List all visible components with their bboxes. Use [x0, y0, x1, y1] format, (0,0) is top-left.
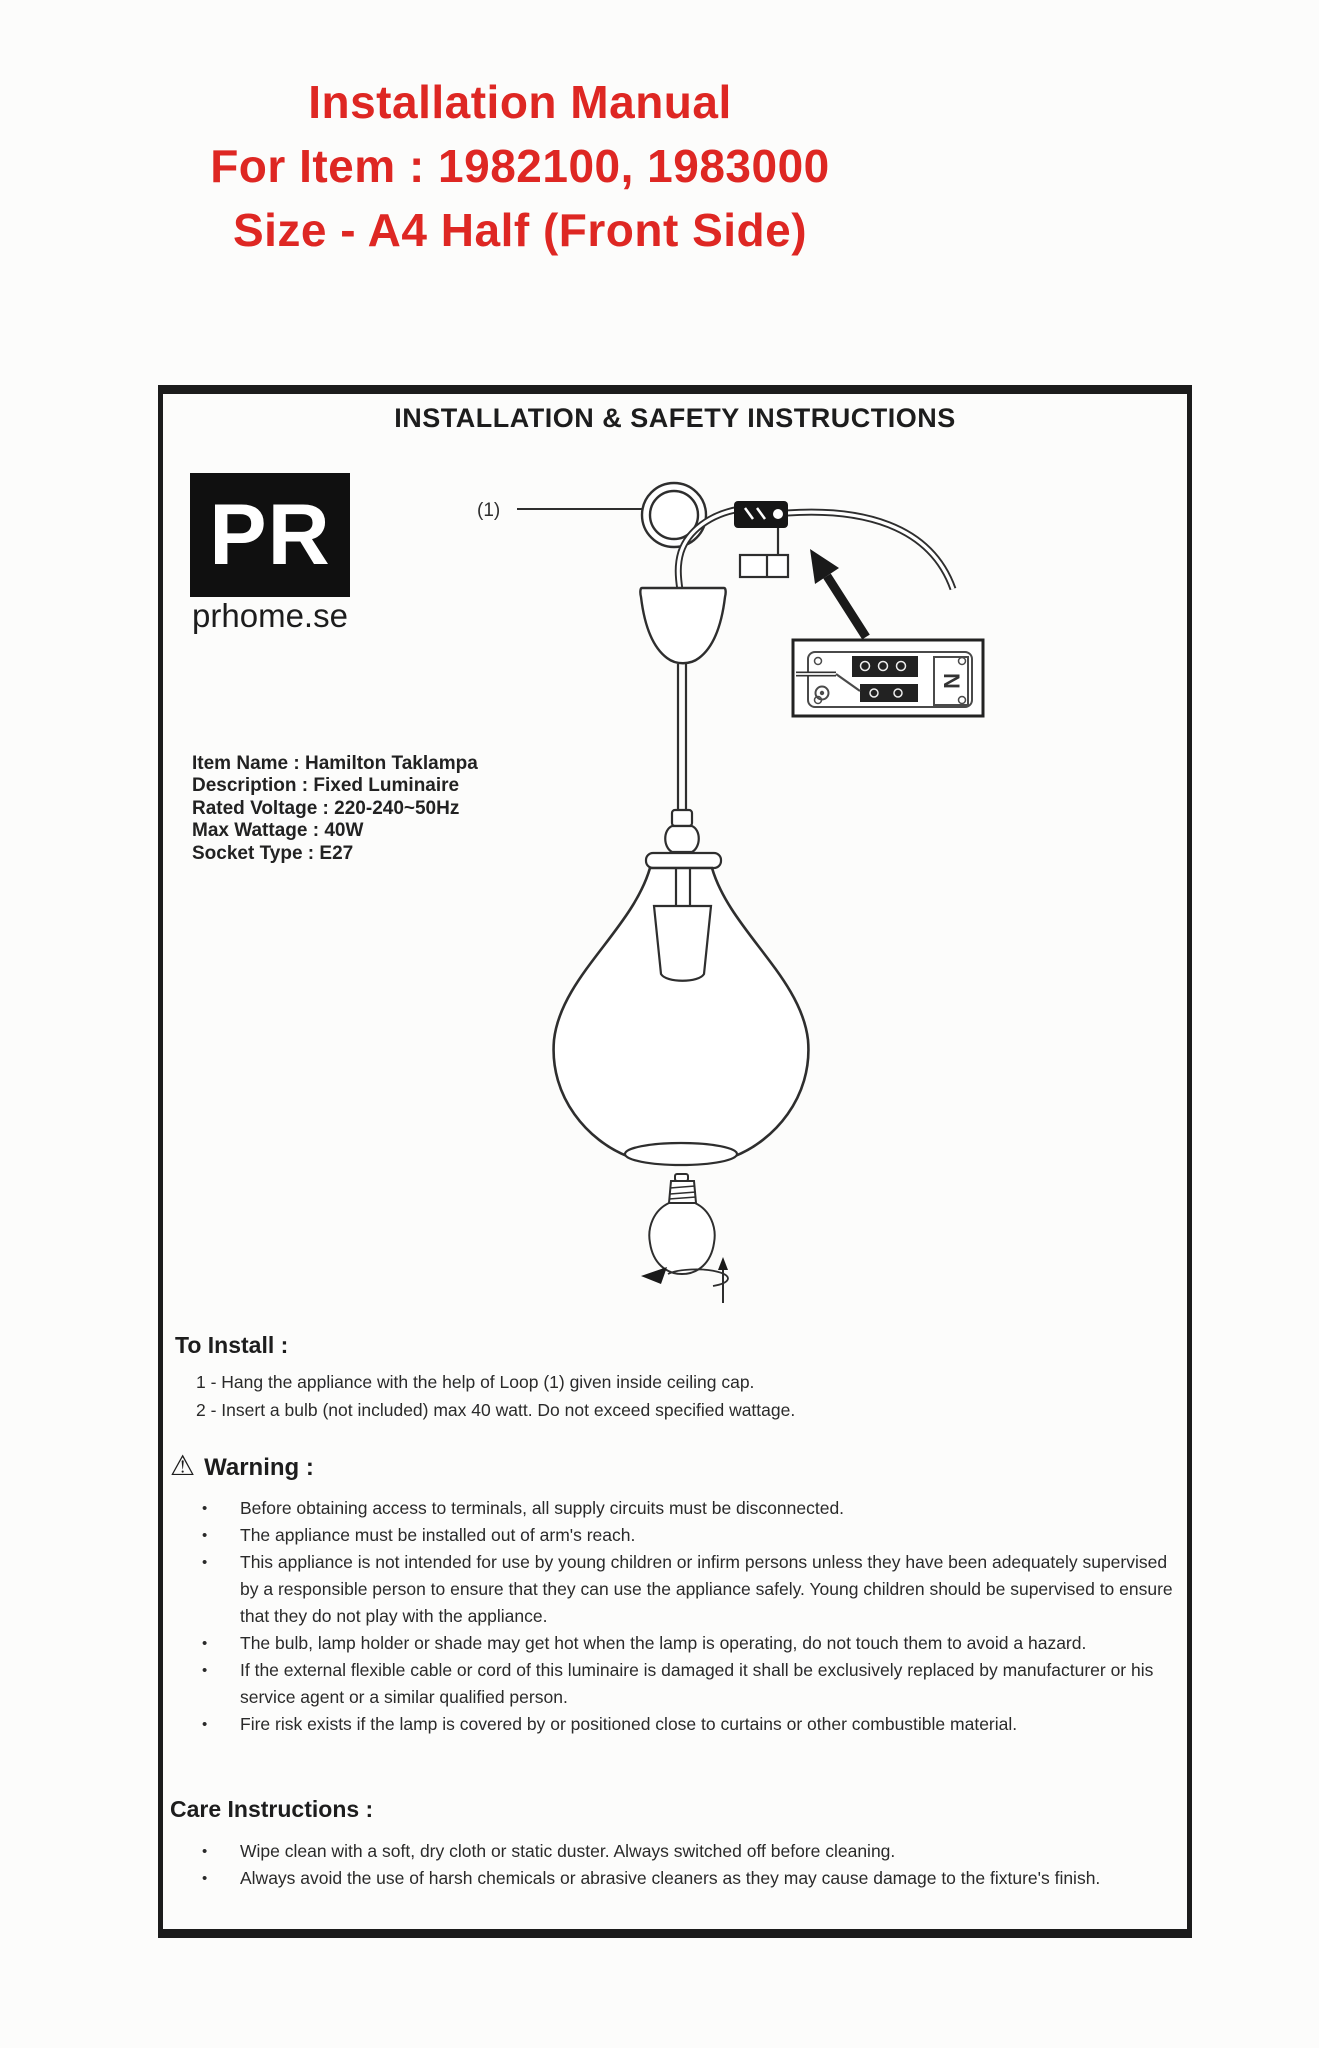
light-bulb [649, 1174, 714, 1274]
shade-opening [625, 1143, 737, 1165]
lamp-assembly-diagram [440, 455, 1000, 1335]
warning-item: • If the external flexible cable or cord of this luminaire is damaged it shall be exclusively replaced by manufacturer or his service agent or a similar qualified person. [170, 1657, 1182, 1711]
terminal-connector [734, 501, 788, 577]
warning-section-heading [170, 1451, 314, 1484]
page-title [0, 70, 1040, 262]
hanging-loop [642, 483, 706, 547]
warning-list [170, 1495, 1182, 1738]
detail-pointer-arrow [810, 549, 866, 637]
spec-line: Socket Type : E27 [192, 842, 354, 864]
spec-line: Max Wattage : 40W [192, 820, 364, 842]
title-line: Installation Manual [308, 76, 732, 128]
install-heading: To Install : [175, 1332, 289, 1358]
warning-heading-label: Warning : [204, 1453, 314, 1481]
care-list [170, 1838, 1182, 1892]
ceiling-cap [640, 588, 725, 663]
warning-triangle-icon: ⚠ [170, 1450, 196, 1481]
item-specs [192, 753, 478, 865]
care-item: • Wipe clean with a soft, dry cloth or static duster. Always switched off before cleaning. [170, 1838, 1182, 1865]
care-heading: Care Instructions : [170, 1796, 374, 1822]
install-steps [196, 1369, 1156, 1424]
pendant-cord [678, 664, 686, 812]
warning-item: • Before obtaining access to terminals, all supply circuits must be disconnected. [170, 1495, 1182, 1522]
spec-line: Item Name : Hamilton Taklampa [192, 753, 478, 774]
socket-fitting [646, 810, 721, 868]
callout-1-label: (1) [477, 500, 501, 521]
terminal-n-label: N [939, 673, 964, 689]
title-line: For Item : 1982100, 1983000 [210, 140, 830, 192]
care-item: • Always avoid the use of harsh chemicals or abrasive cleaners as they may cause damage to the fixture's finish. [170, 1865, 1182, 1892]
install-step: 1 - Hang the appliance with the help of Loop (1) given inside ceiling cap. [196, 1372, 755, 1392]
callout-1 [477, 500, 642, 521]
warning-item: • The appliance must be installed out of arm's reach. [170, 1522, 1182, 1549]
spec-line: Description : Fixed Luminaire [192, 775, 460, 797]
spec-line: Rated Voltage : 220-240~50Hz [192, 797, 460, 819]
pr-logo [190, 473, 350, 597]
warning-item: • Fire risk exists if the lamp is covered by or positioned close to curtains or other combustible material. [170, 1711, 1182, 1738]
warning-item: • This appliance is not intended for use by young children or infirm persons unless they have been adequately supervised by a responsible person to ensure that they can use the appliance safely. Young children should be supervised to ensure that they do not play with the appliance. [170, 1549, 1182, 1630]
connector-tag [740, 555, 788, 577]
title-line: Size - A4 Half (Front Side) [232, 204, 808, 256]
logo-website: prhome.se [192, 597, 348, 634]
install-step: 2 - Insert a bulb (not included) max 40 watt. Do not exceed specified wattage. [196, 1399, 796, 1420]
pr-logo-text: PR [209, 486, 331, 583]
terminal-detail-inset [793, 640, 983, 716]
panel-header: INSTALLATION & SAFETY INSTRUCTIONS [394, 403, 956, 433]
warning-item: • The bulb, lamp holder or shade may get hot when the lamp is operating, do not touch them to avoid a hazard. [170, 1630, 1182, 1657]
